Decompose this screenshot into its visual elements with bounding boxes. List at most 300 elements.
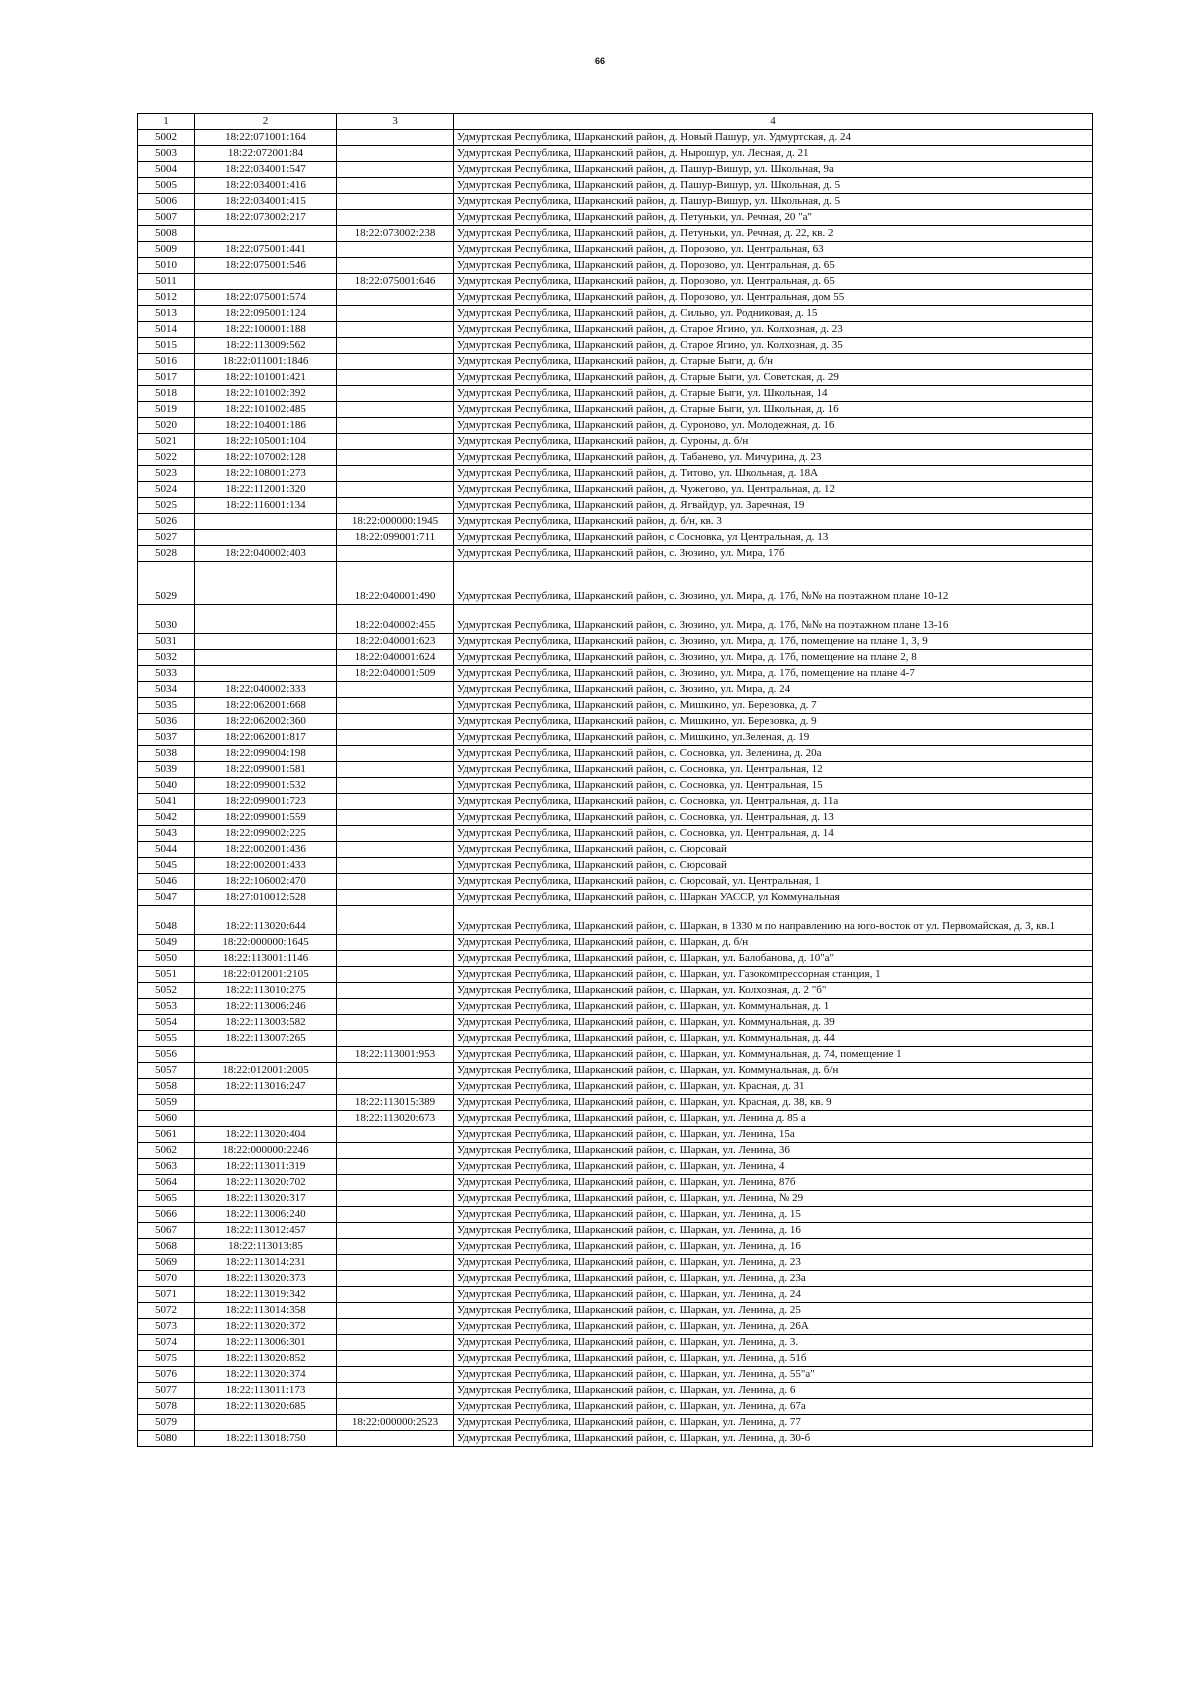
cadastral-number-cell: 18:22:113003:582 <box>195 1015 337 1031</box>
table-row <box>138 194 1093 210</box>
premises-cadastral-number-cell <box>337 762 454 778</box>
row-number-cell: 5072 <box>138 1303 195 1319</box>
address-cell: Удмуртская Республика, Шарканский район, с. Шаркан, ул. Ленина д. 85 а <box>454 1111 1093 1127</box>
address-cell: Удмуртская Республика, Шарканский район, с Сосновка, ул Центральная, д. 13 <box>454 530 1093 546</box>
table-row <box>138 874 1093 890</box>
address-cell: Удмуртская Республика, Шарканский район, д. Старые Быги, ул. Школьная, д. 16 <box>454 402 1093 418</box>
table-row <box>138 226 1093 242</box>
table-row <box>138 1255 1093 1271</box>
table-row <box>138 418 1093 434</box>
row-number-cell: 5010 <box>138 258 195 274</box>
premises-cadastral-number-cell <box>337 418 454 434</box>
premises-cadastral-number-cell <box>337 1335 454 1351</box>
cadastral-number-cell: 18:22:113020:372 <box>195 1319 337 1335</box>
row-number-cell: 5037 <box>138 730 195 746</box>
cadastral-number-cell: 18:22:040002:403 <box>195 546 337 562</box>
premises-cadastral-number-cell <box>337 482 454 498</box>
premises-cadastral-number-cell <box>337 1031 454 1047</box>
row-number-cell: 5019 <box>138 402 195 418</box>
table-row <box>138 999 1093 1015</box>
cadastral-number-cell: 18:22:112001:320 <box>195 482 337 498</box>
row-number-cell: 5066 <box>138 1207 195 1223</box>
table-row <box>138 370 1093 386</box>
address-cell: Удмуртская Республика, Шарканский район, д. Старые Быги, д. б/н <box>454 354 1093 370</box>
column-header-3: 3 <box>337 114 454 130</box>
row-number-cell: 5031 <box>138 634 195 650</box>
row-number-cell: 5008 <box>138 226 195 242</box>
premises-cadastral-number-cell <box>337 794 454 810</box>
row-number-cell: 5005 <box>138 178 195 194</box>
address-cell: Удмуртская Республика, Шарканский район, с. Сосновка, ул. Центральная, д. 13 <box>454 810 1093 826</box>
address-cell: Удмуртская Республика, Шарканский район, д. Сильво, ул. Родниковая, д. 15 <box>454 306 1093 322</box>
address-cell: Удмуртская Республика, Шарканский район, с. Зюзино, ул. Мира, 17б <box>454 546 1093 562</box>
cadastral-number-cell: 18:22:113010:275 <box>195 983 337 999</box>
address-cell: Удмуртская Республика, Шарканский район, д. Порозово, ул. Центральная, д. 65 <box>454 258 1093 274</box>
premises-cadastral-number-cell <box>337 730 454 746</box>
row-number-cell: 5022 <box>138 450 195 466</box>
row-number-cell: 5004 <box>138 162 195 178</box>
premises-cadastral-number-cell <box>337 178 454 194</box>
row-number-cell: 5002 <box>138 130 195 146</box>
premises-cadastral-number-cell: 18:22:040001:624 <box>337 650 454 666</box>
address-cell: Удмуртская Республика, Шарканский район, с. Шаркан, ул. Колхозная, д. 2 "б" <box>454 983 1093 999</box>
row-number-cell: 5029 <box>138 562 195 605</box>
table-row <box>138 1015 1093 1031</box>
address-cell: Удмуртская Республика, Шарканский район, с. Шаркан, ул. Балобанова, д. 10"а" <box>454 951 1093 967</box>
premises-cadastral-number-cell <box>337 434 454 450</box>
address-cell: Удмуртская Республика, Шарканский район, д. Старые Быги, ул. Школьная, 14 <box>454 386 1093 402</box>
premises-cadastral-number-cell <box>337 1063 454 1079</box>
cadastral-number-cell: 18:22:034001:416 <box>195 178 337 194</box>
premises-cadastral-number-cell: 18:22:113020:673 <box>337 1111 454 1127</box>
row-number-cell: 5045 <box>138 858 195 874</box>
table-row <box>138 1143 1093 1159</box>
address-cell: Удмуртская Республика, Шарканский район, с. Шаркан, ул. Ленина, д. 23а <box>454 1271 1093 1287</box>
table-row <box>138 1095 1093 1111</box>
row-number-cell: 5071 <box>138 1287 195 1303</box>
premises-cadastral-number-cell <box>337 258 454 274</box>
cadastral-number-cell <box>195 530 337 546</box>
cadastral-number-cell: 18:22:075001:441 <box>195 242 337 258</box>
cadastral-number-cell: 18:22:101002:392 <box>195 386 337 402</box>
address-cell: Удмуртская Республика, Шарканский район, с. Шаркан, ул. Ленина, д. 24 <box>454 1287 1093 1303</box>
premises-cadastral-number-cell <box>337 1159 454 1175</box>
address-cell: Удмуртская Республика, Шарканский район, д. Нырошур, ул. Лесная, д. 21 <box>454 146 1093 162</box>
address-cell: Удмуртская Республика, Шарканский район, с. Шаркан, ул. Ленина, д. 26А <box>454 1319 1093 1335</box>
address-cell: Удмуртская Республика, Шарканский район, с. Зюзино, ул. Мира, д. 17б, помещение на плане 1, 3, 9 <box>454 634 1093 650</box>
table-row <box>138 466 1093 482</box>
cadastral-number-cell: 18:22:012001:2105 <box>195 967 337 983</box>
row-number-cell: 5032 <box>138 650 195 666</box>
table-row <box>138 746 1093 762</box>
cadastral-number-cell: 18:22:113007:265 <box>195 1031 337 1047</box>
address-cell: Удмуртская Республика, Шарканский район, с. Зюзино, ул. Мира, д. 17б, №№ на поэтажном плане 13-16 <box>454 605 1093 634</box>
table-row <box>138 698 1093 714</box>
row-number-cell: 5033 <box>138 666 195 682</box>
premises-cadastral-number-cell <box>337 874 454 890</box>
table-row <box>138 482 1093 498</box>
table-row <box>138 762 1093 778</box>
premises-cadastral-number-cell <box>337 967 454 983</box>
premises-cadastral-number-cell <box>337 983 454 999</box>
cadastral-number-cell: 18:22:113011:319 <box>195 1159 337 1175</box>
premises-cadastral-number-cell <box>337 1143 454 1159</box>
table-row <box>138 1319 1093 1335</box>
address-cell: Удмуртская Республика, Шарканский район, с. Шаркан, ул. Ленина, д. 23 <box>454 1255 1093 1271</box>
cadastral-number-cell <box>195 605 337 634</box>
cadastral-number-cell: 18:22:113020:685 <box>195 1399 337 1415</box>
row-number-cell: 5067 <box>138 1223 195 1239</box>
address-cell: Удмуртская Республика, Шарканский район, с. Шаркан, ул. Ленина, д. 67а <box>454 1399 1093 1415</box>
row-number-cell: 5006 <box>138 194 195 210</box>
premises-cadastral-number-cell <box>337 1287 454 1303</box>
address-cell: Удмуртская Республика, Шарканский район, д. Пашур-Вишур, ул. Школьная, 9а <box>454 162 1093 178</box>
cadastral-number-cell: 18:22:062002:360 <box>195 714 337 730</box>
address-cell: Удмуртская Республика, Шарканский район, д. Титово, ул. Школьная, д. 18А <box>454 466 1093 482</box>
row-number-cell: 5046 <box>138 874 195 890</box>
row-number-cell: 5021 <box>138 434 195 450</box>
cadastral-number-cell: 18:27:010012:528 <box>195 890 337 906</box>
registry-table <box>137 113 1093 1447</box>
row-number-cell: 5009 <box>138 242 195 258</box>
table-row <box>138 130 1093 146</box>
row-number-cell: 5056 <box>138 1047 195 1063</box>
cadastral-number-cell: 18:22:113014:231 <box>195 1255 337 1271</box>
premises-cadastral-number-cell: 18:22:075001:646 <box>337 274 454 290</box>
row-number-cell: 5051 <box>138 967 195 983</box>
table-row <box>138 242 1093 258</box>
table-row <box>138 794 1093 810</box>
table-row <box>138 1239 1093 1255</box>
table-row <box>138 906 1093 935</box>
cadastral-number-cell: 18:22:106002:470 <box>195 874 337 890</box>
premises-cadastral-number-cell <box>337 698 454 714</box>
address-cell: Удмуртская Республика, Шарканский район, д. Пашур-Вишур, ул. Школьная, д. 5 <box>454 194 1093 210</box>
row-number-cell: 5065 <box>138 1191 195 1207</box>
cadastral-number-cell: 18:22:071001:164 <box>195 130 337 146</box>
table-row <box>138 666 1093 682</box>
premises-cadastral-number-cell <box>337 1191 454 1207</box>
premises-cadastral-number-cell: 18:22:040001:490 <box>337 562 454 605</box>
table-row <box>138 546 1093 562</box>
cadastral-number-cell: 18:22:099002:225 <box>195 826 337 842</box>
cadastral-number-cell: 18:22:100001:188 <box>195 322 337 338</box>
cadastral-number-cell: 18:22:113020:404 <box>195 1127 337 1143</box>
row-number-cell: 5074 <box>138 1335 195 1351</box>
cadastral-number-cell <box>195 1111 337 1127</box>
row-number-cell: 5016 <box>138 354 195 370</box>
row-number-cell: 5041 <box>138 794 195 810</box>
cadastral-number-cell: 18:22:113006:246 <box>195 999 337 1015</box>
address-cell: Удмуртская Республика, Шарканский район, д. Чужегово, ул. Центральная, д. 12 <box>454 482 1093 498</box>
address-cell: Удмуртская Республика, Шарканский район, д. Ягвайдур, ул. Заречная, 19 <box>454 498 1093 514</box>
table-row <box>138 530 1093 546</box>
premises-cadastral-number-cell: 18:22:113001:953 <box>337 1047 454 1063</box>
row-number-cell: 5063 <box>138 1159 195 1175</box>
address-cell: Удмуртская Республика, Шарканский район, с. Сосновка, ул. Центральная, 15 <box>454 778 1093 794</box>
table-row <box>138 605 1093 634</box>
table-row <box>138 402 1093 418</box>
row-number-cell: 5059 <box>138 1095 195 1111</box>
premises-cadastral-number-cell <box>337 242 454 258</box>
table-row <box>138 498 1093 514</box>
row-number-cell: 5014 <box>138 322 195 338</box>
address-cell: Удмуртская Республика, Шарканский район, д. Петуньки, ул. Речная, 20 "а" <box>454 210 1093 226</box>
cadastral-number-cell: 18:22:099001:532 <box>195 778 337 794</box>
premises-cadastral-number-cell <box>337 386 454 402</box>
address-cell: Удмуртская Республика, Шарканский район, с. Шаркан, ул. Ленина, д. 15 <box>454 1207 1093 1223</box>
row-number-cell: 5049 <box>138 935 195 951</box>
premises-cadastral-number-cell <box>337 778 454 794</box>
table-row <box>138 1159 1093 1175</box>
table-row <box>138 778 1093 794</box>
premises-cadastral-number-cell: 18:22:113015:389 <box>337 1095 454 1111</box>
cadastral-number-cell: 18:22:099001:581 <box>195 762 337 778</box>
address-cell: Удмуртская Республика, Шарканский район, с. Шаркан, ул. Ленина, д. 51б <box>454 1351 1093 1367</box>
address-cell: Удмуртская Республика, Шарканский район, д. Суроново, ул. Молодежная, д. 16 <box>454 418 1093 434</box>
premises-cadastral-number-cell <box>337 858 454 874</box>
address-cell: Удмуртская Республика, Шарканский район, с. Мишкино, ул. Березовка, д. 9 <box>454 714 1093 730</box>
address-cell: Удмуртская Республика, Шарканский район, д. Порозово, ул. Центральная, дом 55 <box>454 290 1093 306</box>
address-cell: Удмуртская Республика, Шарканский район, с. Зюзино, ул. Мира, д. 17б, помещение на плане 4-7 <box>454 666 1093 682</box>
table-row <box>138 386 1093 402</box>
cadastral-number-cell: 18:22:101001:421 <box>195 370 337 386</box>
table-row <box>138 890 1093 906</box>
table-row <box>138 1399 1093 1415</box>
table-row <box>138 1031 1093 1047</box>
row-number-cell: 5043 <box>138 826 195 842</box>
table-row <box>138 1271 1093 1287</box>
address-cell: Удмуртская Республика, Шарканский район, с. Мишкино, ул. Березовка, д. 7 <box>454 698 1093 714</box>
premises-cadastral-number-cell <box>337 935 454 951</box>
cadastral-number-cell <box>195 1095 337 1111</box>
address-cell: Удмуртская Республика, Шарканский район, с. Шаркан, ул. Ленина, 36 <box>454 1143 1093 1159</box>
row-number-cell: 5020 <box>138 418 195 434</box>
address-cell: Удмуртская Республика, Шарканский район, д. б/н, кв. 3 <box>454 514 1093 530</box>
address-cell: Удмуртская Республика, Шарканский район, с. Зюзино, ул. Мира, д. 17б, помещение на плане 2, 8 <box>454 650 1093 666</box>
table-row <box>138 1191 1093 1207</box>
row-number-cell: 5042 <box>138 810 195 826</box>
cadastral-number-cell: 18:22:113013:85 <box>195 1239 337 1255</box>
table-row <box>138 338 1093 354</box>
table-row <box>138 1207 1093 1223</box>
premises-cadastral-number-cell <box>337 162 454 178</box>
premises-cadastral-number-cell <box>337 306 454 322</box>
cadastral-number-cell: 18:22:113001:1146 <box>195 951 337 967</box>
premises-cadastral-number-cell <box>337 1255 454 1271</box>
premises-cadastral-number-cell: 18:22:040001:623 <box>337 634 454 650</box>
table-row <box>138 274 1093 290</box>
premises-cadastral-number-cell <box>337 999 454 1015</box>
cadastral-number-cell: 18:22:062001:817 <box>195 730 337 746</box>
address-cell: Удмуртская Республика, Шарканский район, с. Сосновка, ул. Центральная, 12 <box>454 762 1093 778</box>
row-number-cell: 5055 <box>138 1031 195 1047</box>
premises-cadastral-number-cell: 18:22:073002:238 <box>337 226 454 242</box>
address-cell: Удмуртская Республика, Шарканский район, с. Сюрсовай, ул. Центральная, 1 <box>454 874 1093 890</box>
cadastral-number-cell <box>195 514 337 530</box>
cadastral-number-cell <box>195 634 337 650</box>
table-row <box>138 1351 1093 1367</box>
row-number-cell: 5080 <box>138 1431 195 1447</box>
address-cell: Удмуртская Республика, Шарканский район, с. Шаркан, ул. Коммунальная, д. б/н <box>454 1063 1093 1079</box>
table-row <box>138 450 1093 466</box>
cadastral-number-cell: 18:22:002001:433 <box>195 858 337 874</box>
cadastral-number-cell: 18:22:113020:317 <box>195 1191 337 1207</box>
row-number-cell: 5078 <box>138 1399 195 1415</box>
premises-cadastral-number-cell <box>337 890 454 906</box>
table-row <box>138 714 1093 730</box>
table-row <box>138 634 1093 650</box>
premises-cadastral-number-cell <box>337 130 454 146</box>
row-number-cell: 5024 <box>138 482 195 498</box>
column-header-row <box>138 114 1093 130</box>
row-number-cell: 5058 <box>138 1079 195 1095</box>
table-row <box>138 983 1093 999</box>
address-cell: Удмуртская Республика, Шарканский район, с. Зюзино, ул. Мира, д. 24 <box>454 682 1093 698</box>
address-cell: Удмуртская Республика, Шарканский район, с. Шаркан, ул. Красная, д. 38, кв. 9 <box>454 1095 1093 1111</box>
row-number-cell: 5076 <box>138 1367 195 1383</box>
premises-cadastral-number-cell <box>337 1127 454 1143</box>
premises-cadastral-number-cell: 18:22:099001:711 <box>337 530 454 546</box>
cadastral-number-cell: 18:22:101002:485 <box>195 402 337 418</box>
cadastral-number-cell: 18:22:107002:128 <box>195 450 337 466</box>
cadastral-number-cell: 18:22:000000:2246 <box>195 1143 337 1159</box>
address-cell: Удмуртская Республика, Шарканский район, с. Шаркан, ул. Ленина, д. 55"а" <box>454 1367 1093 1383</box>
address-cell: Удмуртская Республика, Шарканский район, д. Пашур-Вишур, ул. Школьная, д. 5 <box>454 178 1093 194</box>
row-number-cell: 5039 <box>138 762 195 778</box>
cadastral-number-cell: 18:22:034001:415 <box>195 194 337 210</box>
row-number-cell: 5011 <box>138 274 195 290</box>
address-cell: Удмуртская Республика, Шарканский район, с. Сосновка, ул. Центральная, д. 11а <box>454 794 1093 810</box>
row-number-cell: 5061 <box>138 1127 195 1143</box>
table-row <box>138 1127 1093 1143</box>
table-row <box>138 1335 1093 1351</box>
cadastral-number-cell: 18:22:075001:574 <box>195 290 337 306</box>
row-number-cell: 5015 <box>138 338 195 354</box>
cadastral-number-cell: 18:22:073002:217 <box>195 210 337 226</box>
cadastral-number-cell: 18:22:113020:702 <box>195 1175 337 1191</box>
cadastral-number-cell: 18:22:104001:186 <box>195 418 337 434</box>
address-cell: Удмуртская Республика, Шарканский район, с. Шаркан, ул. Ленина, д. 25 <box>454 1303 1093 1319</box>
cadastral-number-cell: 18:22:099001:723 <box>195 794 337 810</box>
row-number-cell: 5017 <box>138 370 195 386</box>
address-cell: Удмуртская Республика, Шарканский район, д. Порозово, ул. Центральная, 63 <box>454 242 1093 258</box>
premises-cadastral-number-cell <box>337 370 454 386</box>
row-number-cell: 5070 <box>138 1271 195 1287</box>
cadastral-number-cell: 18:22:108001:273 <box>195 466 337 482</box>
address-cell: Удмуртская Республика, Шарканский район, с. Шаркан, ул. Коммунальная, д. 39 <box>454 1015 1093 1031</box>
address-cell: Удмуртская Республика, Шарканский район, д. Табанево, ул. Мичурина, д. 23 <box>454 450 1093 466</box>
address-cell: Удмуртская Республика, Шарканский район, с. Шаркан, ул. Ленина, 4 <box>454 1159 1093 1175</box>
row-number-cell: 5069 <box>138 1255 195 1271</box>
address-cell: Удмуртская Республика, Шарканский район, с. Сосновка, ул. Зеленина, д. 20а <box>454 746 1093 762</box>
cadastral-number-cell: 18:22:113006:301 <box>195 1335 337 1351</box>
cadastral-number-cell: 18:22:113020:852 <box>195 1351 337 1367</box>
table-row <box>138 1303 1093 1319</box>
address-cell: Удмуртская Республика, Шарканский район, с. Шаркан, ул. Ленина, д. 16 <box>454 1223 1093 1239</box>
row-number-cell: 5048 <box>138 906 195 935</box>
cadastral-number-cell: 18:22:062001:668 <box>195 698 337 714</box>
premises-cadastral-number-cell <box>337 1223 454 1239</box>
row-number-cell: 5018 <box>138 386 195 402</box>
address-cell: Удмуртская Республика, Шарканский район, с. Шаркан, ул. Ленина, д. 6 <box>454 1383 1093 1399</box>
address-cell: Удмуртская Республика, Шарканский район, с. Шаркан, ул. Ленина, д. 30-б <box>454 1431 1093 1447</box>
row-number-cell: 5052 <box>138 983 195 999</box>
table-row <box>138 162 1093 178</box>
row-number-cell: 5035 <box>138 698 195 714</box>
table-row <box>138 258 1093 274</box>
cadastral-number-cell: 18:22:072001:84 <box>195 146 337 162</box>
address-cell: Удмуртская Республика, Шарканский район, д. Новый Пашур, ул. Удмуртская, д. 24 <box>454 130 1093 146</box>
row-number-cell: 5023 <box>138 466 195 482</box>
address-cell: Удмуртская Республика, Шарканский район, д. Петуньки, ул. Речная, д. 22, кв. 2 <box>454 226 1093 242</box>
cadastral-number-cell: 18:22:113009:562 <box>195 338 337 354</box>
premises-cadastral-number-cell <box>337 1079 454 1095</box>
table-row <box>138 1287 1093 1303</box>
row-number-cell: 5040 <box>138 778 195 794</box>
premises-cadastral-number-cell <box>337 1367 454 1383</box>
cadastral-number-cell <box>195 226 337 242</box>
table-row <box>138 951 1093 967</box>
cadastral-number-cell: 18:22:113011:173 <box>195 1383 337 1399</box>
table-row <box>138 1063 1093 1079</box>
row-number-cell: 5064 <box>138 1175 195 1191</box>
table-row <box>138 935 1093 951</box>
table-row <box>138 1367 1093 1383</box>
cadastral-number-cell: 18:22:000000:1645 <box>195 935 337 951</box>
address-cell: Удмуртская Республика, Шарканский район, с. Шаркан, ул. Ленина, д. 3. <box>454 1335 1093 1351</box>
cadastral-number-cell: 18:22:099004:198 <box>195 746 337 762</box>
address-cell: Удмуртская Республика, Шарканский район, с. Шаркан, ул. Газокомпрессорная станция, 1 <box>454 967 1093 983</box>
premises-cadastral-number-cell <box>337 498 454 514</box>
address-cell: Удмуртская Республика, Шарканский район, д. Суроны, д. б/н <box>454 434 1093 450</box>
cadastral-number-cell: 18:22:113020:644 <box>195 906 337 935</box>
address-cell: Удмуртская Республика, Шарканский район, д. Старое Ягино, ул. Колхозная, д. 23 <box>454 322 1093 338</box>
address-cell: Удмуртская Республика, Шарканский район, с. Сюрсовай <box>454 858 1093 874</box>
cadastral-number-cell: 18:22:113016:247 <box>195 1079 337 1095</box>
cadastral-number-cell: 18:22:099001:559 <box>195 810 337 826</box>
row-number-cell: 5044 <box>138 842 195 858</box>
table-row <box>138 1047 1093 1063</box>
address-cell: Удмуртская Республика, Шарканский район, с. Шаркан, в 1330 м по направлению на юго-восток от ул. Первомайская, д. 3, кв.1 <box>454 906 1093 935</box>
premises-cadastral-number-cell <box>337 1351 454 1367</box>
address-cell: Удмуртская Республика, Шарканский район, с. Шаркан УАССР, ул Коммунальная <box>454 890 1093 906</box>
cadastral-number-cell: 18:22:113020:374 <box>195 1367 337 1383</box>
cadastral-number-cell <box>195 1047 337 1063</box>
row-number-cell: 5050 <box>138 951 195 967</box>
table-row <box>138 1415 1093 1431</box>
cadastral-number-cell: 18:22:113018:750 <box>195 1431 337 1447</box>
address-cell: Удмуртская Республика, Шарканский район, с. Шаркан, ул. Ленина, д. 16 <box>454 1239 1093 1255</box>
premises-cadastral-number-cell <box>337 1207 454 1223</box>
address-cell: Удмуртская Республика, Шарканский район, с. Шаркан, ул. Ленина, 15а <box>454 1127 1093 1143</box>
premises-cadastral-number-cell: 18:22:040001:509 <box>337 666 454 682</box>
cadastral-number-cell: 18:22:116001:134 <box>195 498 337 514</box>
cadastral-number-cell <box>195 666 337 682</box>
cadastral-number-cell: 18:22:002001:436 <box>195 842 337 858</box>
cadastral-number-cell <box>195 274 337 290</box>
premises-cadastral-number-cell <box>337 354 454 370</box>
cadastral-number-cell: 18:22:095001:124 <box>195 306 337 322</box>
table-row <box>138 210 1093 226</box>
address-cell: Удмуртская Республика, Шарканский район, с. Шаркан, ул. Ленина, 87б <box>454 1175 1093 1191</box>
table-row <box>138 967 1093 983</box>
address-cell: Удмуртская Республика, Шарканский район, с. Шаркан, ул. Ленина, № 29 <box>454 1191 1093 1207</box>
table-row <box>138 514 1093 530</box>
premises-cadastral-number-cell <box>337 1175 454 1191</box>
premises-cadastral-number-cell <box>337 1239 454 1255</box>
row-number-cell: 5054 <box>138 1015 195 1031</box>
